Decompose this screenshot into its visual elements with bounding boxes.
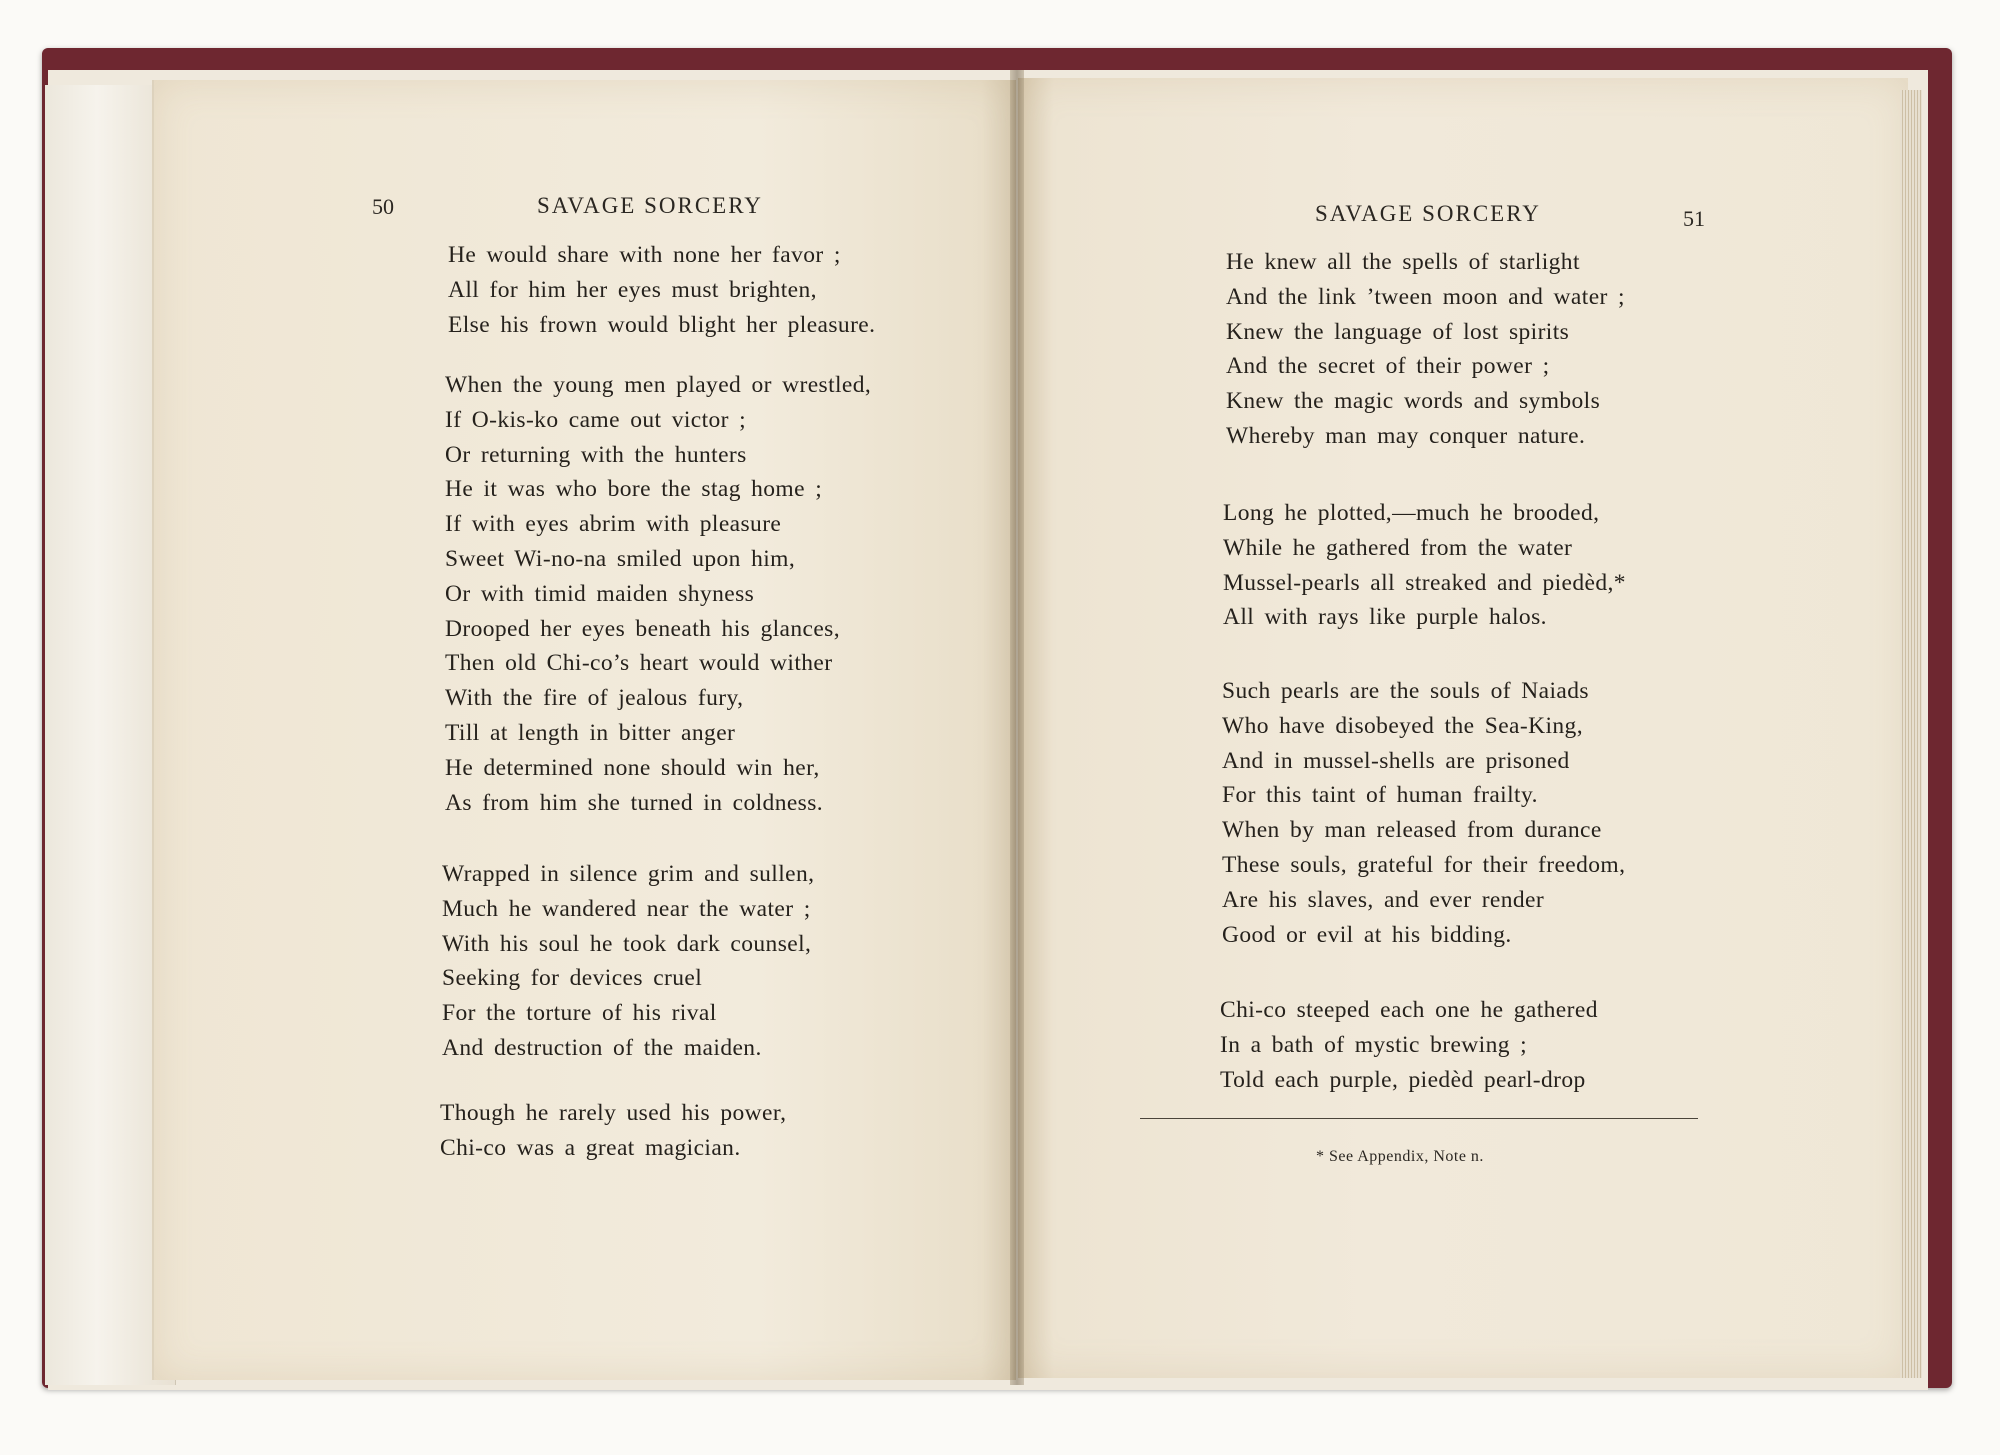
footnote: * See Appendix, Note n. xyxy=(1316,1148,1484,1165)
verse-line: Mussel-pearls all streaked and piedèd,* xyxy=(1223,569,1626,596)
page-edges-right xyxy=(1900,90,1922,1378)
verse-line: Or with timid maiden shyness xyxy=(445,580,755,607)
verse-line: Till at length in bitter anger xyxy=(445,719,736,746)
verse-line: All with rays like purple halos. xyxy=(1223,604,1547,631)
stanza xyxy=(1220,993,1598,1097)
stanza xyxy=(1222,674,1625,952)
verse-line: These souls, grateful for their freedom, xyxy=(1222,851,1626,878)
page-number-left: 50 xyxy=(372,194,394,219)
verse-line: With his soul he took dark counsel, xyxy=(442,930,812,957)
running-head-right: SAVAGE SORCERY xyxy=(1315,201,1541,226)
book-gutter xyxy=(1010,70,1024,1385)
verse-line: Much he wandered near the water ; xyxy=(442,895,811,922)
verse-line: And in mussel-shells are prisoned xyxy=(1222,747,1570,774)
verse-line: As from him she turned in coldness. xyxy=(445,789,824,816)
stanza xyxy=(1226,245,1625,454)
verse-line: While he gathered from the water xyxy=(1223,534,1573,561)
verse-line: Though he rarely used his power, xyxy=(440,1100,787,1126)
verse-line: And the link ’tween moon and water ; xyxy=(1226,283,1625,310)
stanza xyxy=(440,1096,786,1166)
verse-line: Knew the magic words and symbols xyxy=(1226,388,1601,415)
verse-line: For this taint of human frailty. xyxy=(1222,782,1538,809)
verse-line: When by man released from durance xyxy=(1222,817,1602,844)
stanza xyxy=(445,368,871,820)
verse-line: Wrapped in silence grim and sullen, xyxy=(442,861,815,887)
verse-line: Seeking for devices cruel xyxy=(442,965,703,992)
verse-line: Who have disobeyed the Sea-King, xyxy=(1222,712,1583,739)
footnote-rule xyxy=(1140,1118,1698,1119)
verse-line: Then old Chi-co’s heart would wither xyxy=(445,650,833,677)
verse-line: If with eyes abrim with pleasure xyxy=(445,511,782,538)
verse-line: All for him her eyes must brighten, xyxy=(448,276,817,303)
verse-line: Chi-co was a great magician. xyxy=(440,1134,741,1161)
verse-line: Are his slaves, and ever render xyxy=(1222,886,1545,913)
verse-line: Long he plotted,—much he brooded, xyxy=(1223,500,1600,526)
verse-line: Such pearls are the souls of Naiads xyxy=(1222,678,1589,704)
verse-line: In a bath of mystic brewing ; xyxy=(1220,1031,1528,1058)
verse-line: And destruction of the maiden. xyxy=(442,1034,762,1061)
verse-line: Told each purple, piedèd pearl-drop xyxy=(1220,1066,1586,1093)
verse-line: Chi-co steeped each one he gathered xyxy=(1220,997,1598,1023)
verse-line: He it was who bore the stag home ; xyxy=(445,476,823,503)
verse-line: When the young men played or wrestled, xyxy=(445,372,872,398)
verse-line: If O-kis-ko came out victor ; xyxy=(445,406,747,433)
verse-line: Knew the language of lost spirits xyxy=(1226,318,1570,345)
stanza xyxy=(448,238,875,342)
verse-line: For the torture of his rival xyxy=(442,1000,717,1027)
stanza xyxy=(1223,496,1626,635)
page-number-right: 51 xyxy=(1683,206,1705,231)
verse-line: Or returning with the hunters xyxy=(445,441,747,468)
verse-line: With the fire of jealous fury, xyxy=(445,685,744,712)
verse-line: He would share with none her favor ; xyxy=(448,242,841,268)
verse-line: Sweet Wi-no-na smiled upon him, xyxy=(445,545,796,572)
verse-line: Else his frown would blight her pleasure. xyxy=(448,311,876,338)
stanza xyxy=(442,857,814,1066)
verse-line: Good or evil at his bidding. xyxy=(1222,921,1512,948)
verse-line: Whereby man may conquer nature. xyxy=(1226,422,1586,449)
verse-line: He knew all the spells of starlight xyxy=(1226,249,1580,275)
verse-line: Drooped her eyes beneath his glances, xyxy=(445,615,840,642)
verse-line: And the secret of their power ; xyxy=(1226,353,1550,380)
verse-line: He determined none should win her, xyxy=(445,754,820,781)
running-head-left: SAVAGE SORCERY xyxy=(537,193,763,218)
